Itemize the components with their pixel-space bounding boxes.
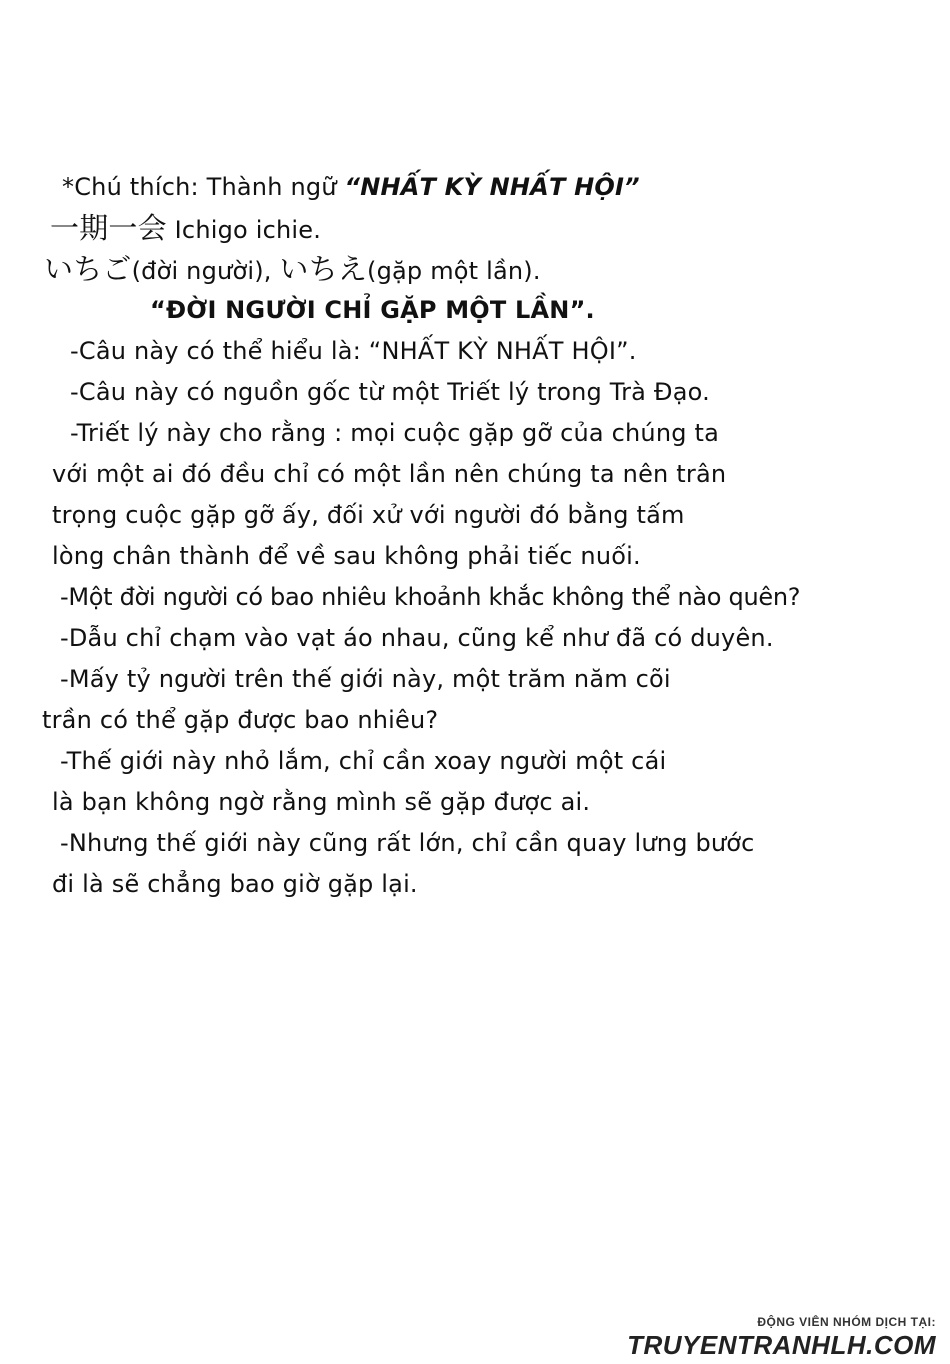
hiragana-line	[44, 254, 541, 286]
jp-hiragana-2: いちえ	[279, 252, 368, 286]
jp-hiragana-1: いちご	[44, 252, 132, 286]
note-heading	[62, 172, 640, 202]
body-line: -Mấy tỷ người trên thế giới này, một trăm năm cõi	[60, 665, 671, 693]
body-line: -Câu này có nguồn gốc từ một Triết lý trong Trà Đạo.	[70, 378, 710, 406]
kanji-line	[50, 213, 321, 245]
body-line: -Thế giới này nhỏ lắm, chỉ cần xoay người một cái	[60, 747, 667, 775]
body-line: trần có thể gặp được bao nhiêu?	[42, 706, 439, 734]
body-line: trọng cuộc gặp gỡ ấy, đối xử với người đó bằng tấm	[52, 501, 685, 529]
body-line: -Nhưng thế giới này cũng rất lớn, chỉ cần quay lưng bước	[60, 829, 755, 857]
credit-site: TRUYENTRANHLH.COM	[627, 1330, 936, 1360]
credit-label: ĐỘNG VIÊN NHÓM DỊCH TẠI:	[757, 1315, 936, 1329]
body-line: đi là sẽ chẳng bao giờ gặp lại.	[52, 870, 418, 898]
idiom-meaning: “ĐỜI NGƯỜI CHỈ GẶP MỘT LẦN”.	[150, 296, 595, 324]
note-heading-prefix: *Chú thích: Thành ngữ	[62, 173, 345, 201]
body-line: -Triết lý này cho rằng : mọi cuộc gặp gỡ của chúng ta	[70, 419, 720, 447]
body-line: -Câu này có thể hiểu là: “NHẤT KỲ NHẤT HỘI”.	[70, 337, 637, 365]
gloss-2: (gặp một lần).	[367, 257, 541, 285]
body-line: với một ai đó đều chỉ có một lần nên chúng ta nên trân	[52, 460, 727, 488]
gloss-1: (đời người),	[131, 257, 280, 285]
idiom-title: “NHẤT KỲ NHẤT HỘI”	[344, 173, 640, 201]
romaji: Ichigo ichie.	[166, 216, 322, 244]
body-line: -Một đời người có bao nhiêu khoảnh khắc không thể nào quên?	[60, 583, 801, 611]
body-line: -Dẫu chỉ chạm vào vạt áo nhau, cũng kể như đã có duyên.	[60, 624, 774, 652]
body-line: là bạn không ngờ rằng mình sẽ gặp được ai.	[52, 788, 591, 816]
jp-kanji: 一期一会	[50, 211, 167, 245]
body-line: lòng chân thành để về sau không phải tiếc nuối.	[52, 542, 641, 570]
